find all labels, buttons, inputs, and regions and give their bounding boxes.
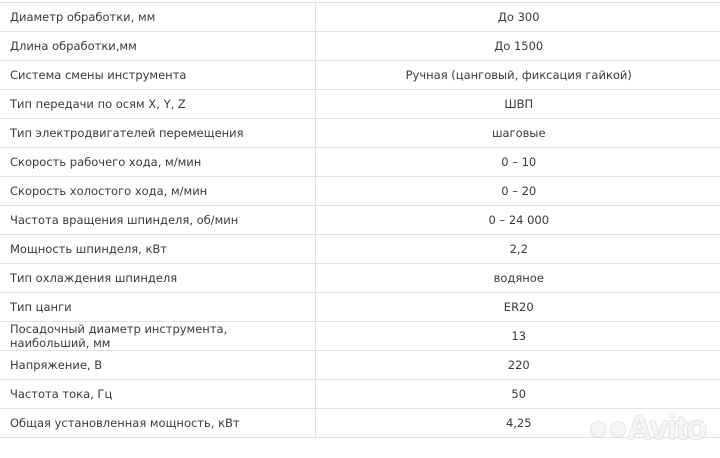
spec-value: ER20 [315,293,720,322]
spec-value: Ручная (цанговый, фиксация гайкой) [315,61,720,90]
spec-value: 13 [315,322,720,351]
spec-value: 220 [315,351,720,380]
spec-value: 0 – 20 [315,177,720,206]
spec-label: Диаметр обработки, мм [0,3,315,32]
spec-row [0,322,720,351]
avito-watermark: ●●Avito [588,409,706,447]
spec-row [0,409,720,438]
spec-value: 0 – 24 000 [315,206,720,235]
spec-value: 50 [315,380,720,409]
spec-label: Общая установленная мощность, кВт [0,409,315,438]
spec-row [0,90,720,119]
spec-row [0,3,720,32]
spec-label: Тип передачи по осям X, Y, Z [0,90,315,119]
spec-value: 0 – 10 [315,148,720,177]
spec-row [0,264,720,293]
spec-row [0,177,720,206]
spec-value: До 1500 [315,32,720,61]
spec-label: Посадочный диаметр инструмента, наибольший, мм [0,322,315,351]
spec-label: Тип охлаждения шпинделя [0,264,315,293]
spec-row [0,351,720,380]
spec-label: Скорость рабочего хода, м/мин [0,148,315,177]
spec-label: Частота тока, Гц [0,380,315,409]
spec-row [0,380,720,409]
spec-value: До 300 [315,3,720,32]
spec-row [0,293,720,322]
spec-row [0,206,720,235]
spec-label: Частота вращения шпинделя, об/мин [0,206,315,235]
spec-row [0,61,720,90]
spec-label: Тип цанги [0,293,315,322]
specs-table [0,2,720,438]
spec-label: Напряжение, В [0,351,315,380]
spec-value: водяное [315,264,720,293]
spec-row [0,32,720,61]
spec-label: Система смены инструмента [0,61,315,90]
spec-row [0,235,720,264]
spec-row [0,119,720,148]
spec-label: Скорость холостого хода, м/мин [0,177,315,206]
spec-value: ШВП [315,90,720,119]
spec-value: 4,25 [315,409,720,438]
spec-row [0,148,720,177]
spec-label: Тип электродвигателей перемещения [0,119,315,148]
spec-label: Мощность шпинделя, кВт [0,235,315,264]
spec-value: 2,2 [315,235,720,264]
spec-value: шаговые [315,119,720,148]
spec-label: Длина обработки,мм [0,32,315,61]
